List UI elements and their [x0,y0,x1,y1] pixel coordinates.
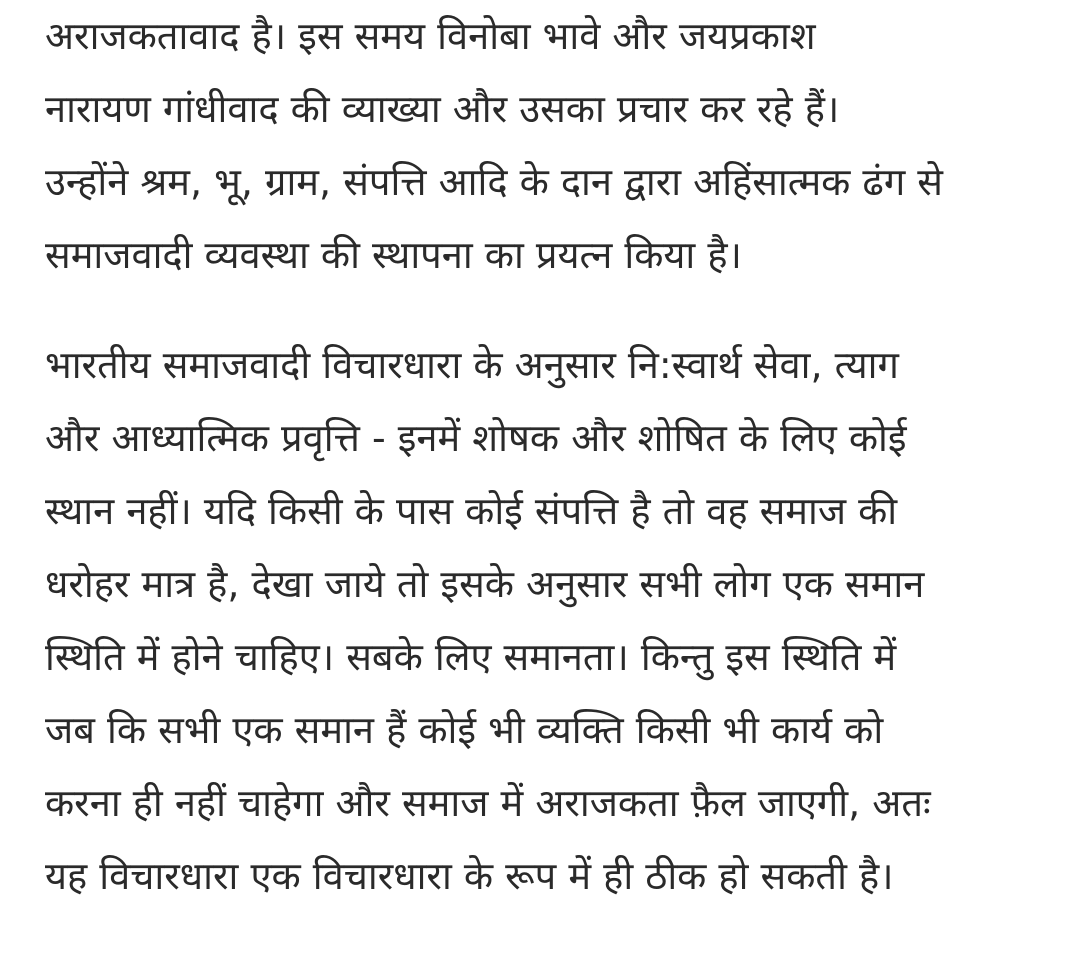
text-line: समाजवादी व्यवस्था की स्थापना का प्रयत्न किया है। [45,233,742,277]
document-page [45,0,1065,913]
text-line: करना ही नहीं चाहेगा और समाज में अराजकता फ़ैल जाएगी, अतः [45,781,931,825]
text-line: उन्होंने श्रम, भू, ग्राम, संपत्ति आदि के दान द्वारा अहिंसात्मक ढंग से [45,160,943,204]
text-line: भारतीय समाजवादी विचारधारा के अनुसार नि:स्वार्थ सेवा, त्याग [45,343,899,387]
text-line: स्थान नहीं। यदि किसी के पास कोई संपत्ति है तो वह समाज की [45,489,898,533]
paragraph-1 [45,0,1065,292]
text-line: यह विचारधारा एक विचारधारा के रूप में ही ठीक हो सकती है। [45,854,894,898]
text-line: धरोहर मात्र है, देखा जाये तो इसके अनुसार सभी लोग एक समान [45,562,925,606]
text-line: जब कि सभी एक समान हैं कोई भी व्यक्ति किसी भी कार्य को [45,708,884,752]
paragraph-2 [45,329,1065,913]
text-line: और आध्यात्मिक प्रवृत्ति - इनमें शोषक और शोषित के लिए कोई [45,416,907,460]
paragraph-spacer [45,292,1065,329]
text-line: नारायण गांधीवाद की व्याख्या और उसका प्रचार कर रहे हैं। [45,87,840,131]
text-line: अराजकतावाद है। इस समय विनोबा भावे और जयप्रकाश [45,14,816,58]
text-line: स्थिति में होने चाहिए। सबके लिए समानता। किन्तु इस स्थिति में [45,635,897,679]
